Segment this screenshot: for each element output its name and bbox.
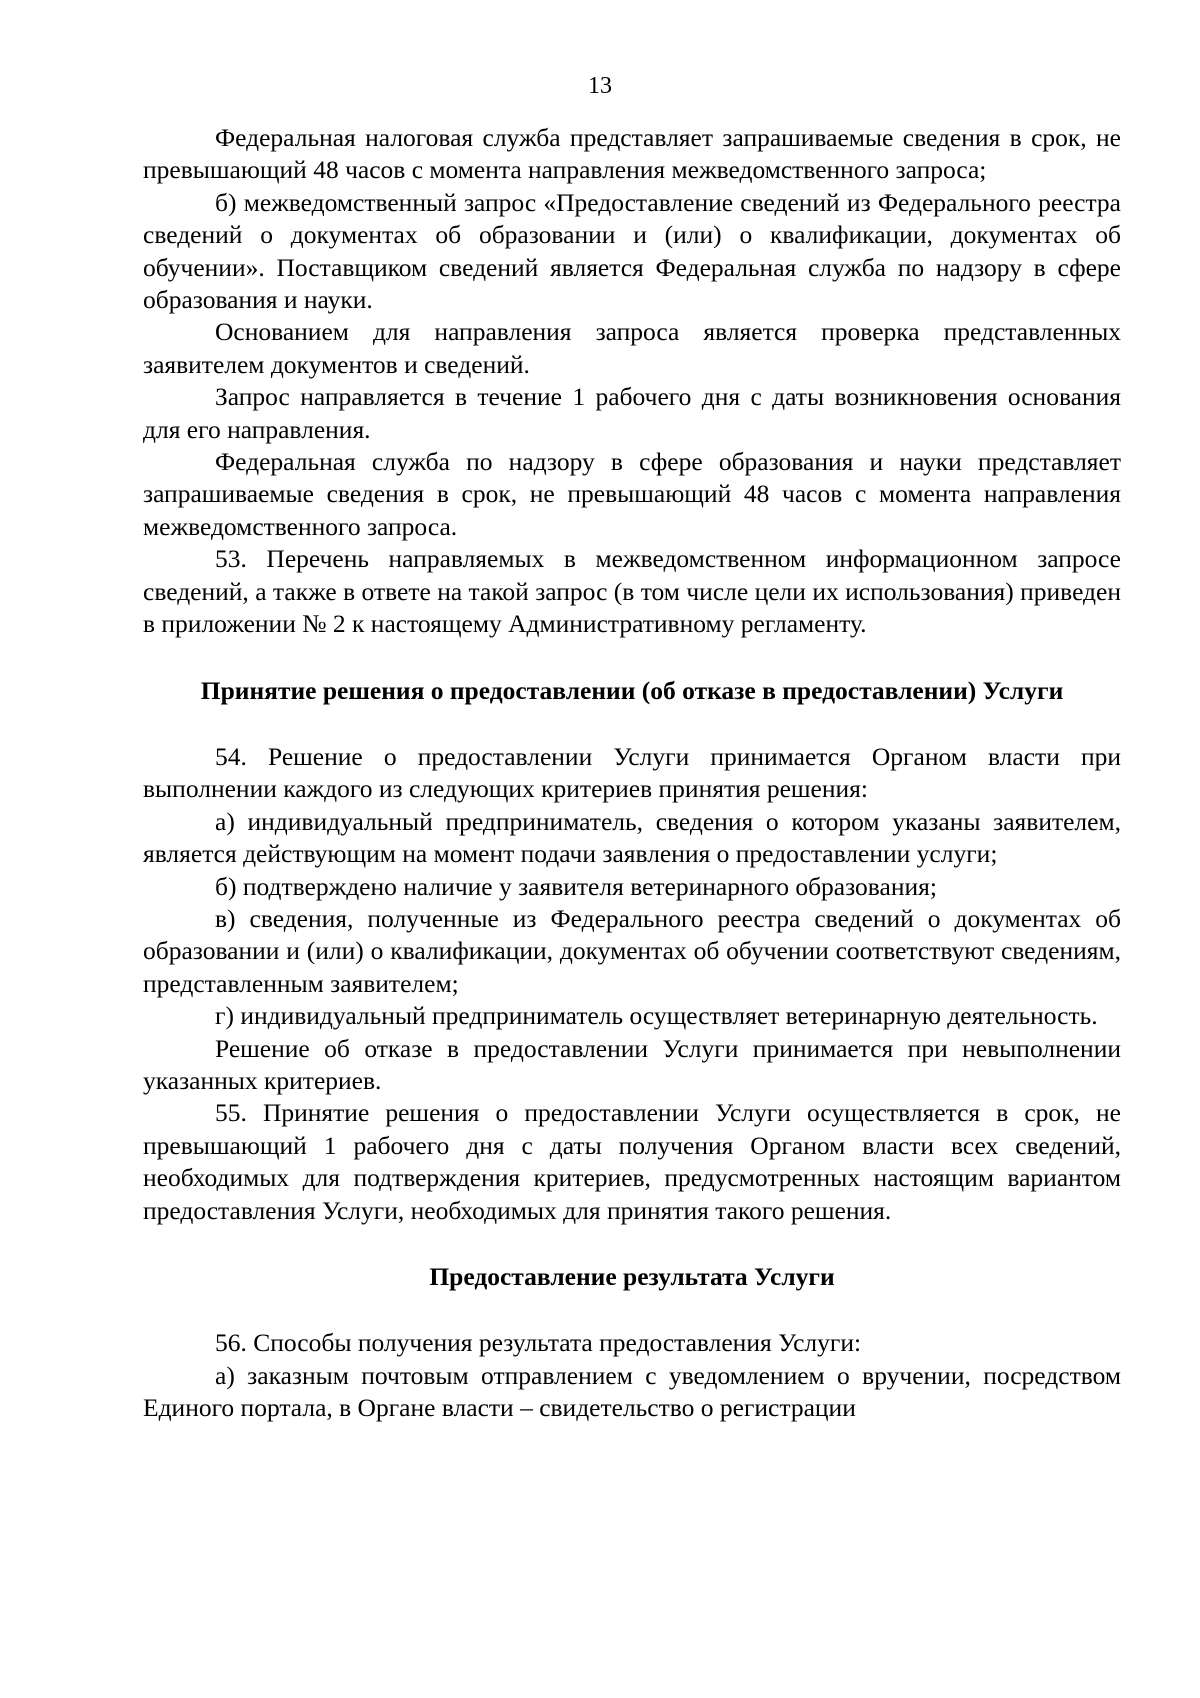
paragraph-54-g: г) индивидуальный предприниматель осуществляет ветеринарную деятельность. [215,1001,1098,1031]
paragraph-rosobrnadzor-response-term: Федеральная служба по надзору в сфере образования и науки представляет запрашиваемые сведения в срок, не превышающий 48 часов с момента направления межведомственного запроса. [143,447,1121,541]
paragraph-fns-response-term: Федеральная налоговая служба представляет запрашиваемые сведения в срок, не превышающий 48 часов с момента направления межведомственного запроса; [143,123,1121,185]
section-heading-decision: Принятие решения о предоставлении (об отказе в предоставлении) Услуги [200,675,1064,705]
paragraph-54-v: в) сведения, полученные из Федерального реестра сведений о документах об образовании и (или) о квалификации, документах об обучении соответствуют сведениям, представленным заявителем; [143,903,1121,998]
paragraph-refusal-decision: Решение об отказе в предоставлении Услуги принимается при невыполнении указанных критериев. [143,1033,1121,1095]
paragraph-54: 54. Решение о предоставлении Услуги принимается Органом власти при выполнении каждого из следующих критериев принятия решения: [143,741,1121,804]
paragraph-54-a: а) индивидуальный предприниматель, сведения о котором указаны заявителем, является действующим на момент подачи заявления о предоставлении услуги; [143,806,1121,869]
section-heading-result: Предоставление результата Услуги [429,1262,835,1291]
paragraph-54-b: б) подтверждено наличие у заявителя ветеринарного образования; [215,871,937,901]
document-body [143,122,1121,1425]
paragraph-53: 53. Перечень направляемых в межведомственном информационном запросе сведений, а также в ответе на такой запрос (в том числе цели их использования) приведен в приложении № 2 к настоящему Административному регламенту. [143,544,1121,639]
paragraph-55: 55. Принятие решения о предоставлении Услуги осуществляется в срок, не превышающий 1 рабочего дня с даты получения Органом власти всех сведений, необходимых для подтверждения критериев, предусмотренных настоящим вариантом предоставления Услуги, необходимых для принятия такого решения. [143,1098,1121,1225]
paragraph-request-basis: Основанием для направления запроса является проверка представленных заявителем документов и сведений. [143,317,1121,379]
paragraph-56: 56. Способы получения результата предоставления Услуги: [215,1328,862,1358]
paragraph-request-b: б) межведомственный запрос «Предоставление сведений из Федерального реестра сведений о документах об образовании и (или) о квалификации, документах об обучении». Поставщиком сведений является Федеральная служба по надзору в сфере образования и науки. [143,187,1121,315]
page-number: 13 [588,73,612,99]
paragraph-56-a: а) заказным почтовым отправлением с уведомлением о вручении, посредством Единого портала, в Органе власти – свидетельство о регистрации [143,1360,1121,1423]
paragraph-request-term: Запрос направляется в течение 1 рабочего дня с даты возникновения основания для его направления. [143,382,1121,444]
